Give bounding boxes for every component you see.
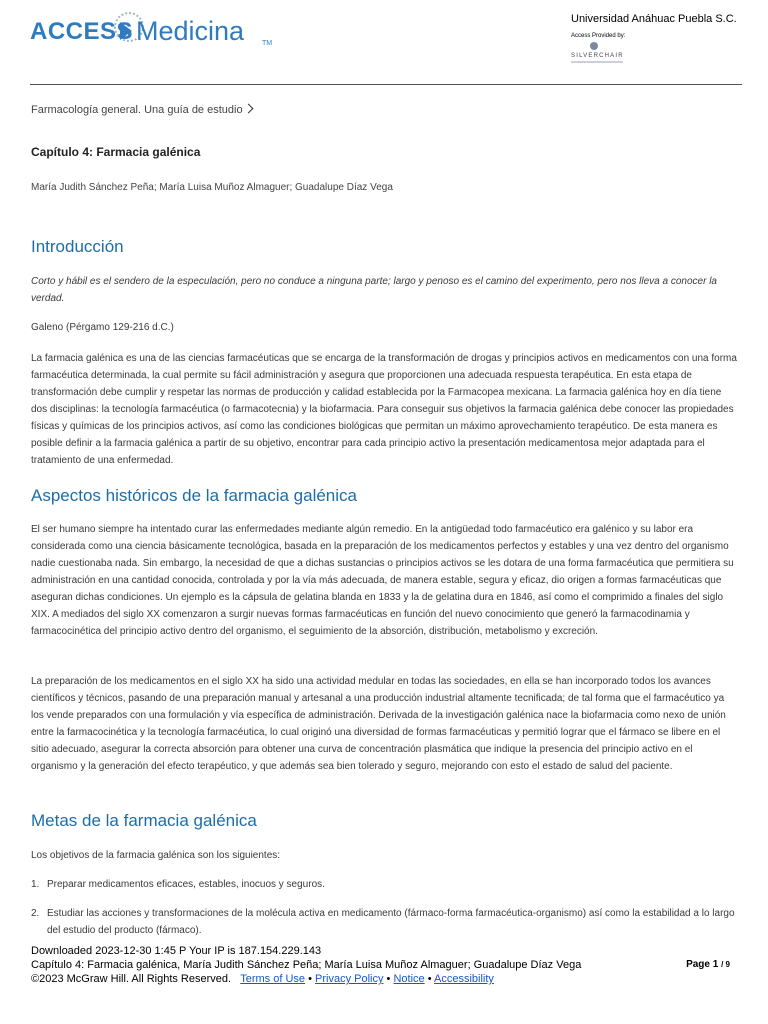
silverchair-logo-icon xyxy=(590,42,598,50)
footer-copyright: ©2023 McGraw Hill. All Rights Reserved. xyxy=(31,973,232,985)
list-item-number: 2. xyxy=(31,908,40,919)
epigraph-quote: Corto y hábil es el sendero de la especulación, pero no conduce a ninguna parte; largo y penoso es el camino del experimento, pero nos lleva a conocer la verdad. xyxy=(31,276,717,304)
list-item-text: Estudiar las acciones y transformaciones de la molécula activa en medicamento (fármaco-forma farmacéutica-organismo) así como la estabilidad a lo largo del estudio del producto (fármaco). xyxy=(47,908,735,936)
page-total: / 9 xyxy=(721,960,730,969)
terms-of-use-link[interactable]: Terms of Use xyxy=(240,973,306,985)
institution-name: Universidad Anáhuac Puebla S.C. xyxy=(571,13,737,25)
list-item-text: Preparar medicamentos eficaces, estables, inocuos y seguros. xyxy=(47,879,325,890)
footer-separator: • xyxy=(427,973,432,985)
page-label: Page xyxy=(686,959,710,970)
notice-link[interactable]: Notice xyxy=(393,973,425,985)
breadcrumb-book-link[interactable]: Farmacología general. Una guía de estudio xyxy=(31,104,243,116)
intro-paragraph: La farmacia galénica es una de las ciencias farmacéuticas que se encarga de la transformación de drogas y principios activos en medicamentos con una forma farmacéutica determinada, la cual permite su fácil administración y asegura que proporcionen una adecuada respuesta terapéutica. En esta etapa de transformación debe cumplir y respetar las normas de producción y calidad establecida por la Farmacopea mexicana. La farmacia galénica hoy en día tiene dos disciplinas: la tecnología farmacéutica (o farmacotecnia) y la biofarmacia. Para conseguir sus objetivos la farmacia galénica debe conocer las propiedades físicas y químicas de los principios activos, así como las condiciones biológicas que permitan un máximo aprovechamiento terapéutico. De esta manera es posible definir a la farmacia galénica a partir de su objetivo, encontrar para cada principio activo la presentación medicamentosa mejor adaptada para el tratamiento de una enfermedad. xyxy=(31,353,737,466)
list-item xyxy=(31,876,739,893)
footer-download-info: Downloaded 2023-12-30 1:45 P Your IP is 187.154.229.143 xyxy=(31,945,322,957)
chevron-right-icon xyxy=(243,104,253,114)
page-footer xyxy=(31,944,741,986)
chapter-authors: María Judith Sánchez Peña; María Luisa Muñoz Almaguer; Guadalupe Díaz Vega xyxy=(31,182,393,193)
historia-paragraph-2: La preparación de los medicamentos en el siglo XX ha sido una actividad medular en todas las sociedades, en ella se han incorporado todos los avances científicos y técnicos, pasando de una preparación manual y artesanal a una producción industrial altamente tecnificada; de tal forma que el farmacéutico ya los vende preparados con una formulación y vía específica de administración. Derivada de la investigación galénica nace la biofarmacia como nexo de unión entre la farmacocinética y la tecnología farmacéutica, lo cual originó una diversidad de formas farmacéuticas y permitió lograr que el fármaco se libere en el sitio adecuado, asegurar la correcta absorción para obtener una curva de concentración plasmática que indique la presencia del principio activo en el organismo y la generación del efecto terapéutico, y que además sea bien tolerado y seguro, mejorando con esto el estado de salud del paciente. xyxy=(31,676,726,772)
list-item-number: 1. xyxy=(31,879,40,890)
footer-separator: • xyxy=(386,973,391,985)
footer-citation: Capítulo 4: Farmacia galénica, María Judith Sánchez Peña; María Luisa Muñoz Almaguer; Guadalupe Díaz Vega xyxy=(31,959,582,971)
logo-arrow-icon xyxy=(120,22,132,40)
logo-medicina-word: Medicina xyxy=(136,16,245,46)
silverchair-tagline-bar xyxy=(571,61,623,63)
heading-metas: Metas de la farmacia galénica xyxy=(31,811,257,830)
page-number xyxy=(686,959,730,970)
footer-legal-line xyxy=(31,972,741,986)
silverchair-logo-text: SILVERCHAIR xyxy=(571,53,624,59)
heading-aspectos-historicos: Aspectos históricos de la farmacia galénica xyxy=(31,486,357,505)
historia-paragraph-1: El ser humano siempre ha intentado curar las enfermedades mediante algún remedio. En la antigüedad todo farmacéutico era galénico y su labor era considerada como una ciencia básicamente tecnológica, basada en la preparación de los medicamentos perfectos y estables y una vez dentro del organismo nadie cuestionaba nada. Sin embargo, la necesidad de que a dichas sustancias o principios activos se les dotara de una forma farmacéutica que permitiera su administración en una cantidad conocida, controlada y por la vía más adecuada, de manera estable, segura y eficaz, dio origen a formas farmacéuticas que aseguran dichas condiciones. Un ejemplo es la cápsula de gelatina blanda en 1833 y la de gelatina dura en 1846, así como el comprimido a finales del siglo XIX. A mediados del siglo XX comenzaron a surgir nuevas formas farmacéuticas en función del nuevo conocimiento que generó la farmacodinamia y farmacocinética del principio activo dentro del organismo, el seguimiento de la absorción, distribución, metabolismo y excreción. xyxy=(31,524,734,637)
logo-access-word: ACCESS xyxy=(30,18,134,45)
privacy-policy-link[interactable]: Privacy Policy xyxy=(315,973,384,985)
metas-intro: Los objetivos de la farmacia galénica son los siguientes: xyxy=(31,850,281,861)
heading-introduccion: Introducción xyxy=(31,237,124,256)
list-item xyxy=(31,905,739,939)
accessibility-link[interactable]: Accessibility xyxy=(434,973,494,985)
page-current: 1 xyxy=(712,959,719,970)
logo-trademark: TM xyxy=(262,40,273,47)
header-divider xyxy=(30,84,742,85)
epigraph-attribution: Galeno (Pérgamo 129-216 d.C.) xyxy=(31,322,174,333)
breadcrumb[interactable] xyxy=(31,104,252,116)
access-provided-by-label: Access Provided by: xyxy=(571,33,626,39)
footer-separator: • xyxy=(308,973,312,985)
chapter-title: Capítulo 4: Farmacia galénica xyxy=(31,145,201,159)
